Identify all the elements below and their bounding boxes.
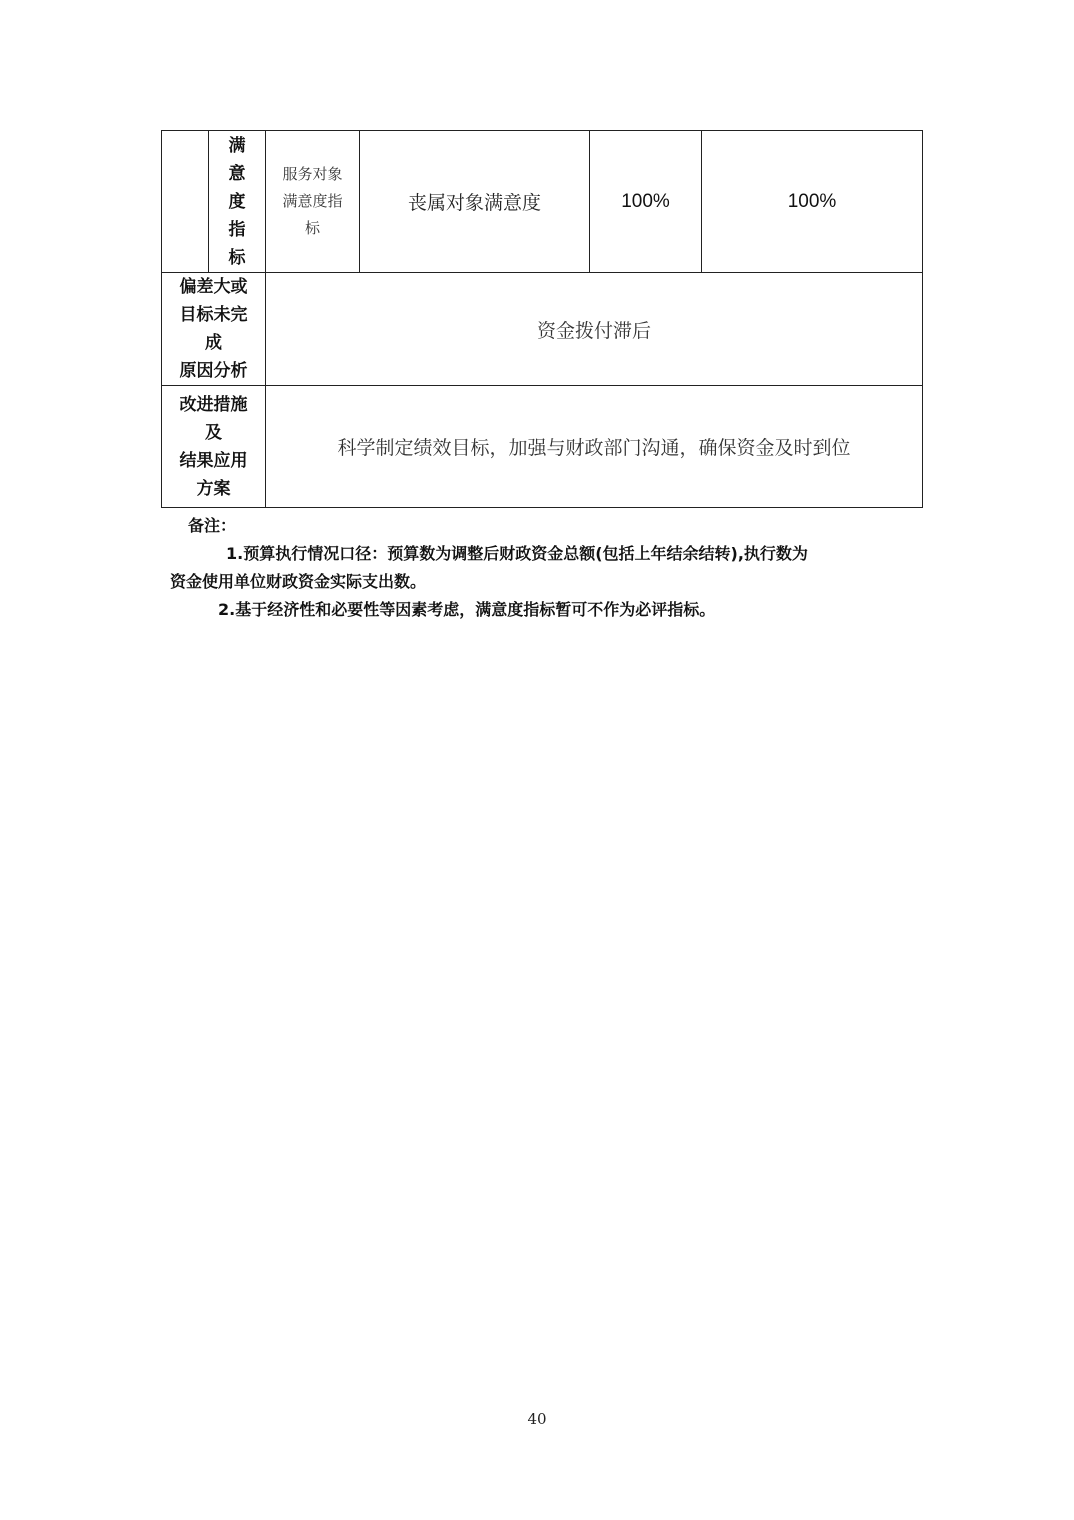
row2-label-cell (161, 272, 266, 386)
row1-subcategory-cell (265, 130, 360, 273)
label-line: 结果应用 (179, 450, 248, 471)
row1-category-cell (208, 130, 266, 273)
row1-target-cell (589, 130, 702, 273)
category-char: 标 (228, 247, 246, 268)
deviation-reason-text: 资金拨付滞后 (536, 319, 651, 342)
row1-actual-cell (701, 130, 923, 273)
target-value: 100% (621, 190, 670, 212)
label-line: 方案 (196, 478, 231, 499)
label-line: 目标未完 (179, 305, 248, 325)
label-line: 及 (205, 422, 222, 443)
subcategory-line: 服务对象 (282, 165, 343, 183)
row2-content-cell (265, 272, 923, 386)
improvement-text: 科学制定绩效目标，加强与财政部门沟通，确保资金及时到位 (337, 437, 851, 459)
row3-content-cell (265, 385, 923, 508)
note-item-1: 1.预算执行情况口径：预算数为调整后财政资金总额(包括上年结余结转),执行数为 (226, 544, 808, 563)
category-char: 意 (228, 163, 246, 184)
category-char: 度 (228, 191, 246, 212)
category-char: 满 (228, 135, 246, 156)
row1-indicator-cell (359, 130, 590, 273)
notes-title: 备注： (188, 516, 237, 535)
note-item-1-continued: 资金使用单位财政资金实际支出数。 (170, 572, 427, 591)
label-line: 原因分析 (179, 361, 248, 381)
subcategory-line: 满意度指 (282, 192, 343, 210)
performance-table (161, 130, 923, 508)
category-char: 指 (228, 219, 246, 240)
subcategory-line: 标 (304, 219, 320, 237)
page-number: 40 (527, 1410, 547, 1428)
label-line: 成 (205, 333, 222, 353)
indicator-text: 丧属对象满意度 (407, 192, 541, 214)
row3-label-cell (161, 385, 266, 508)
label-line: 偏差大或 (179, 277, 248, 297)
label-line: 改进措施 (179, 394, 248, 415)
notes-section (170, 512, 910, 624)
row1-empty-cell (161, 130, 209, 273)
note-item-2: 2.基于经济性和必要性等因素考虑，满意度指标暂可不作为必评指标。 (218, 600, 716, 619)
actual-value: 100% (787, 190, 837, 212)
